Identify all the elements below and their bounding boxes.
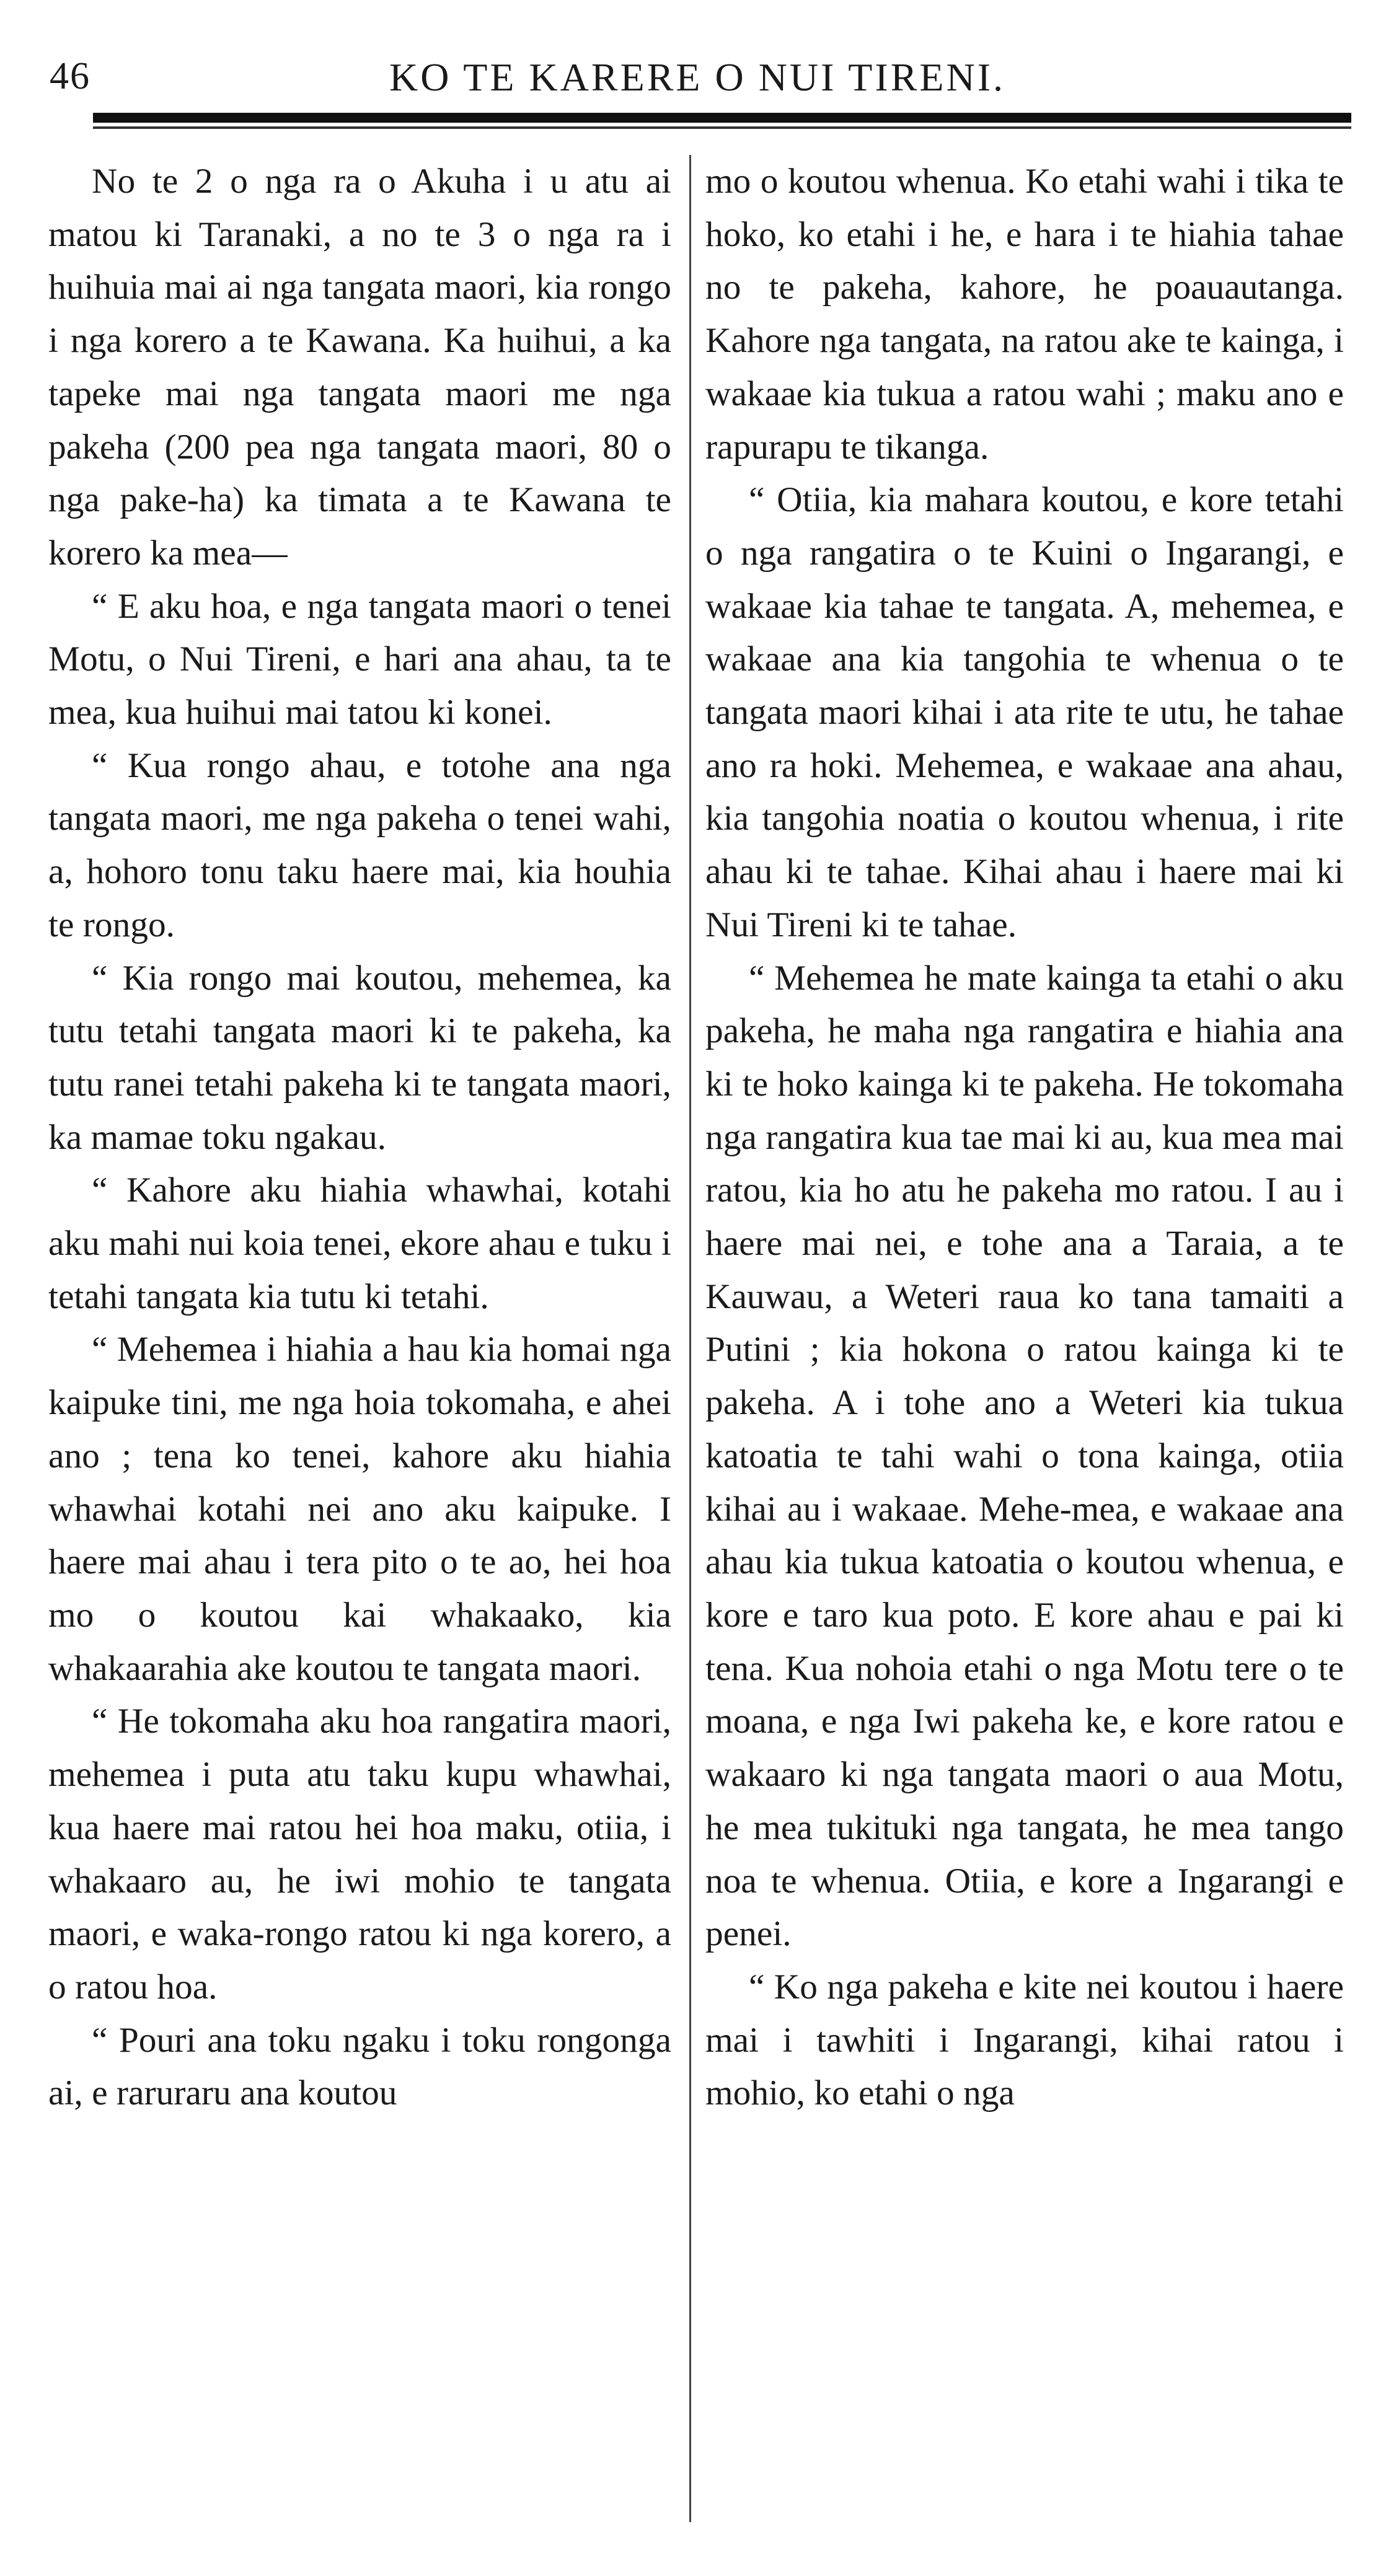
paragraph: “ Ko nga pakeha e kite nei koutou i haere mai i tawhiti i Ingarangi, kihai ratou i mohio, ko etahi o nga xyxy=(705,1967,1344,2113)
paragraph: “ Kia rongo mai koutou, mehemea, ka tutu tetahi tangata maori ki te pakeha, ka tutu ranei tetahi pakeha ki te tangata maori, ka mamae toku ngakau. xyxy=(48,958,671,1157)
header-rule-thick xyxy=(93,113,1351,123)
right-column xyxy=(705,155,1344,2522)
paragraph: mo o koutou whenua. Ko etahi wahi i tika te hoko, ko etahi i he, e hara i te hiahia tahae no te pakeha, kahore, he poauautanga. Kahore nga tangata, na ratou ake te kainga, i wakaae kia tukua a ratou wahi ; maku ano e rapurapu te tikanga. xyxy=(705,162,1344,467)
page-number: 46 xyxy=(50,55,90,97)
paragraph: “ Otiia, kia mahara koutou, e kore tetahi o nga rangatira o te Kuini o Ingarangi, e wakaae kia tahae te tangata. A, mehemea, e wakaae ana kia tangohia te whenua o te tangata maori kihai i ata rite te utu, he tahae ano ra hoki. Mehemea, e wakaae ana ahau, kia tangohia noatia o koutou whenua, i rite ahau ki te tahae. Kihai ahau i haere mai ki Nui Tireni ki te tahae. xyxy=(705,480,1344,944)
paragraph: No te 2 o nga ra o Akuha i u atu ai matou ki Taranaki, a no te 3 o nga ra i huihuia mai ai nga tangata maori, kia rongo i nga korero a te Kawana. Ka huihui, a ka tapeke mai nga tangata maori me nga pakeha (200 pea nga tangata maori, 80 o nga pake-ha) ka timata a te Kawana te korero ka mea— xyxy=(48,162,671,573)
paragraph: “ Mehemea i hiahia a hau kia homai nga kaipuke tini, me nga hoia tokomaha, e ahei ano ; tena ko tenei, kahore aku hiahia whawhai kotahi nei ano aku kaipuke. I haere mai ahau i tera pito o te ao, hei hoa mo o koutou kai whakaako, kia whakaarahia ake koutou te tangata maori. xyxy=(48,1330,671,1688)
paragraph: “ Kua rongo ahau, e totohe ana nga tangata maori, me nga pakeha o tenei wahi, a, hohoro tonu taku haere mai, kia houhia te rongo. xyxy=(48,745,671,944)
paragraph: “ E aku hoa, e nga tangata maori o tenei Motu, o Nui Tireni, e hari ana ahau, ta te mea, kua huihui mai tatou ki konei. xyxy=(48,586,671,732)
left-column xyxy=(48,155,671,2522)
page-header xyxy=(43,43,1351,112)
header-rule-thin xyxy=(93,126,1351,129)
paragraph: “ He tokomaha aku hoa rangatira maori, mehemea i puta atu taku kupu whawhai, kua haere mai ratou hei hoa maku, otiia, i whakaaro au, he iwi mohio te tangata maori, e waka-rongo ratou ki nga korero, a o ratou hoa. xyxy=(48,1702,671,2007)
column-divider xyxy=(689,155,691,2522)
paragraph: “ Kahore aku hiahia whawhai, kotahi aku mahi nui koia tenei, ekore ahau e tuku i tetahi tangata kia tutu ki tetahi. xyxy=(48,1171,671,1316)
paragraph: “ Mehemea he mate kainga ta etahi o aku pakeha, he maha nga rangatira e hiahia ana ki te hoko kainga ki te pakeha. He tokomaha nga rangatira kua tae mai ki au, kua mea mai ratou, kia ho atu he pakeha mo ratou. I au i haere mai nei, e tohe ana a Taraia, a te Kauwau, a Weteri raua ko tana tamaiti a Putini ; kia hokona o ratou kainga ki te pakeha. A i tohe ano a Weteri kia tukua katoatia te tahi wahi o tona kainga, otiia kihai au i wakaae. Mehe-mea, e wakaae ana ahau kia tukua katoatia o koutou whenua, e kore e taro kua poto. E kore ahau e pai ki tena. Kua nohoia etahi o nga Motu tere o te moana, e nga Iwi pakeha ke, e kore ratou e wakaaro ki nga tangata maori o aua Motu, he mea tukituki nga tangata, he mea tango noa te whenua. Otiia, e kore a Ingarangi e penei. xyxy=(705,958,1344,1954)
paragraph: “ Pouri ana toku ngaku i toku rongonga ai, e raruraru ana koutou xyxy=(48,2020,671,2113)
running-title: KO TE KARERE O NUI TIRENI. xyxy=(389,55,1005,99)
